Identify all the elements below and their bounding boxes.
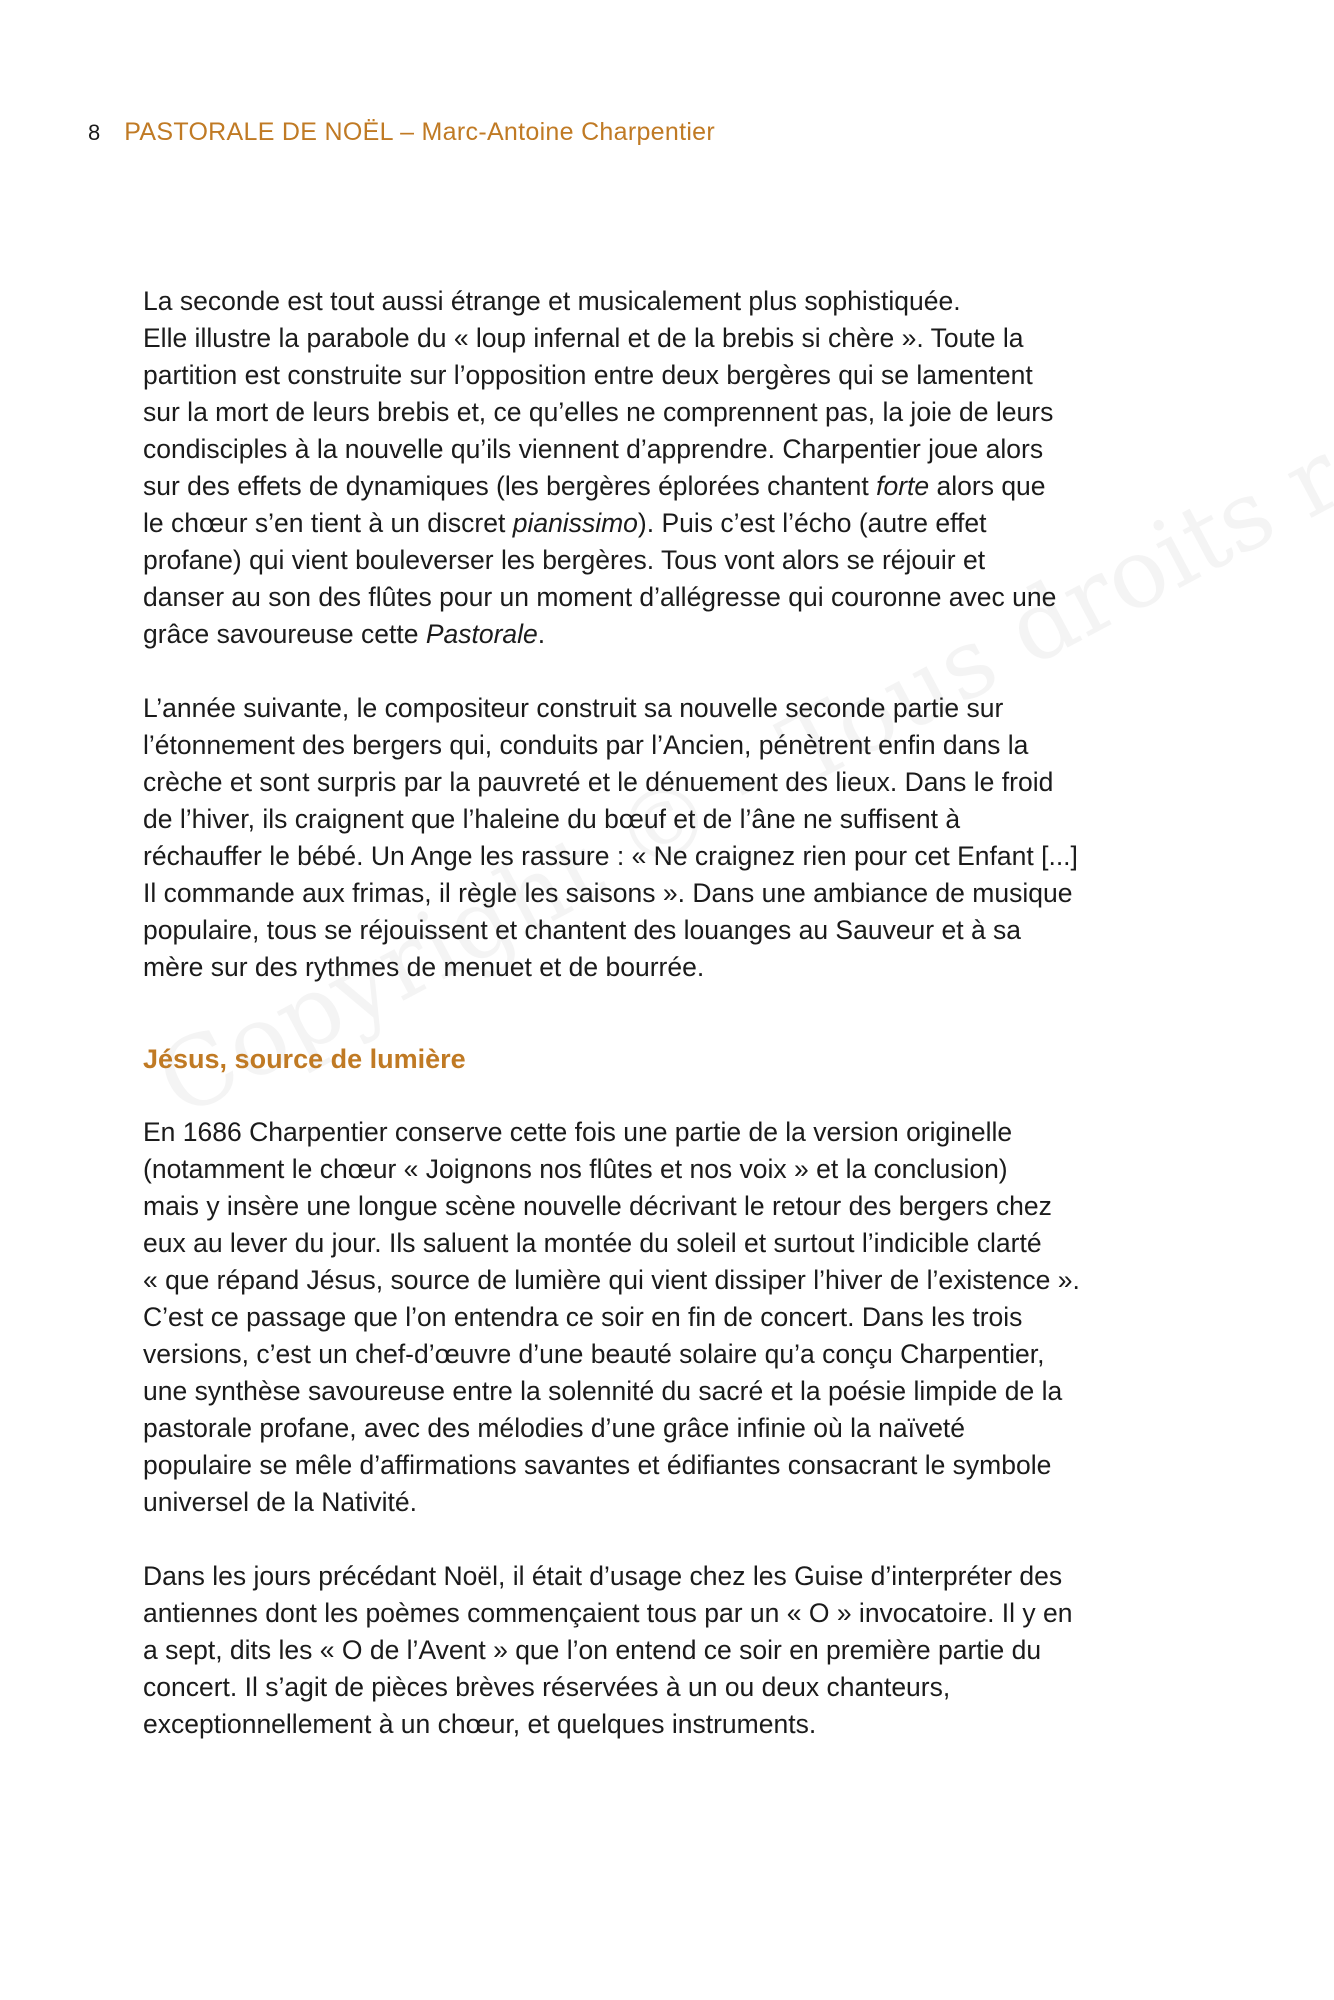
- text-line: [143, 616, 1203, 653]
- running-title: PASTORALE DE NOËL – Marc-Antoine Charpentier: [124, 118, 716, 146]
- text-line: danser au son des flûtes pour un moment d’allégresse qui couronne avec une: [143, 582, 1057, 612]
- italic-term: pianissimo: [512, 508, 638, 538]
- text-line: universel de la Nativité.: [143, 1487, 417, 1517]
- text-segment: grâce savoureuse cette: [143, 619, 426, 649]
- text-line: [143, 468, 1203, 505]
- text-segment: sur des effets de dynamiques (les bergères éplorées chantent: [143, 471, 877, 501]
- text-line: populaire, tous se réjouissent et chantent des louanges au Sauveur et à sa: [143, 915, 1022, 945]
- text-segment: .: [537, 619, 546, 649]
- text-segment: ). Puis c’est l’écho (autre effet: [637, 508, 987, 538]
- running-header: [88, 117, 715, 148]
- text-line: pastorale profane, avec des mélodies d’une grâce infinie où la naïveté: [143, 1413, 966, 1443]
- text-line: Dans les jours précédant Noël, il était d’usage chez les Guise d’interpréter des: [143, 1561, 1063, 1591]
- text-line: une synthèse savoureuse entre la solennité du sacré et la poésie limpide de la: [143, 1376, 1063, 1406]
- text-line: C’est ce passage que l’on entendra ce soir en fin de concert. Dans les trois: [143, 1302, 1023, 1332]
- page-number: 8: [88, 120, 101, 145]
- text-segment: alors que: [929, 471, 1046, 501]
- text-line: (notamment le chœur « Joignons nos flûtes et nos voix » et la conclusion): [143, 1154, 1008, 1184]
- text-line: de l’hiver, ils craignent que l’haleine du bœuf et de l’âne ne suffisent à: [143, 804, 961, 834]
- text-line: L’année suivante, le compositeur construit sa nouvelle seconde partie sur: [143, 693, 1004, 723]
- text-line: concert. Il s’agit de pièces brèves réservées à un ou deux chanteurs,: [143, 1672, 951, 1702]
- text-line: antiennes dont les poèmes commençaient tous par un « O » invocatoire. Il y en: [143, 1598, 1073, 1628]
- text-line: Il commande aux frimas, il règle les saisons ». Dans une ambiance de musique: [143, 878, 1073, 908]
- text-line: La seconde est tout aussi étrange et musicalement plus sophistiquée.: [143, 286, 961, 316]
- text-line: partition est construite sur l’opposition entre deux bergères qui se lamentent: [143, 360, 1033, 390]
- text-line: mais y insère une longue scène nouvelle décrivant le retour des bergers chez: [143, 1191, 1052, 1221]
- body-text: [143, 283, 1203, 1743]
- text-line: réchauffer le bébé. Un Ange les rassure : « Ne craignez rien pour cet Enfant [...]: [143, 841, 1078, 871]
- text-line: eux au lever du jour. Ils saluent la montée du soleil et surtout l’indicible clarté: [143, 1228, 1042, 1258]
- text-line: crèche et sont surpris par la pauvreté et le dénuement des lieux. Dans le froid: [143, 767, 1054, 797]
- paragraph: [143, 1114, 1203, 1521]
- text-line: versions, c’est un chef-d’œuvre d’une beauté solaire qu’a conçu Charpentier,: [143, 1339, 1045, 1369]
- text-segment: le chœur s’en tient à un discret: [143, 508, 513, 538]
- text-line: condisciples à la nouvelle qu’ils viennent d’apprendre. Charpentier joue alors: [143, 434, 1044, 464]
- italic-term: forte: [876, 471, 930, 501]
- text-line: Elle illustre la parabole du « loup infernal et de la brebis si chère ». Toute la: [143, 323, 1024, 353]
- text-line: exceptionnellement à un chœur, et quelques instruments.: [143, 1709, 817, 1739]
- text-line: [143, 505, 1203, 542]
- text-line: « que répand Jésus, source de lumière qui vient dissiper l’hiver de l’existence ».: [143, 1265, 1080, 1295]
- italic-term: Pastorale: [425, 619, 538, 649]
- text-line: En 1686 Charpentier conserve cette fois une partie de la version originelle: [143, 1117, 1013, 1147]
- paragraph: [143, 283, 1203, 653]
- text-line: populaire se mêle d’affirmations savantes et édifiantes consacrant le symbole: [143, 1450, 1052, 1480]
- text-line: mère sur des rythmes de menuet et de bourrée.: [143, 952, 705, 982]
- text-line: profane) qui vient bouleverser les bergères. Tous vont alors se réjouir et: [143, 545, 986, 575]
- paragraph: [143, 1558, 1203, 1743]
- section-heading: Jésus, source de lumière: [143, 1044, 466, 1074]
- paragraph: [143, 690, 1203, 986]
- text-line: a sept, dits les « O de l’Avent » que l’on entend ce soir en première partie du: [143, 1635, 1042, 1665]
- text-line: l’étonnement des bergers qui, conduits par l’Ancien, pénètrent enfin dans la: [143, 730, 1029, 760]
- text-line: sur la mort de leurs brebis et, ce qu’elles ne comprennent pas, la joie de leurs: [143, 397, 1054, 427]
